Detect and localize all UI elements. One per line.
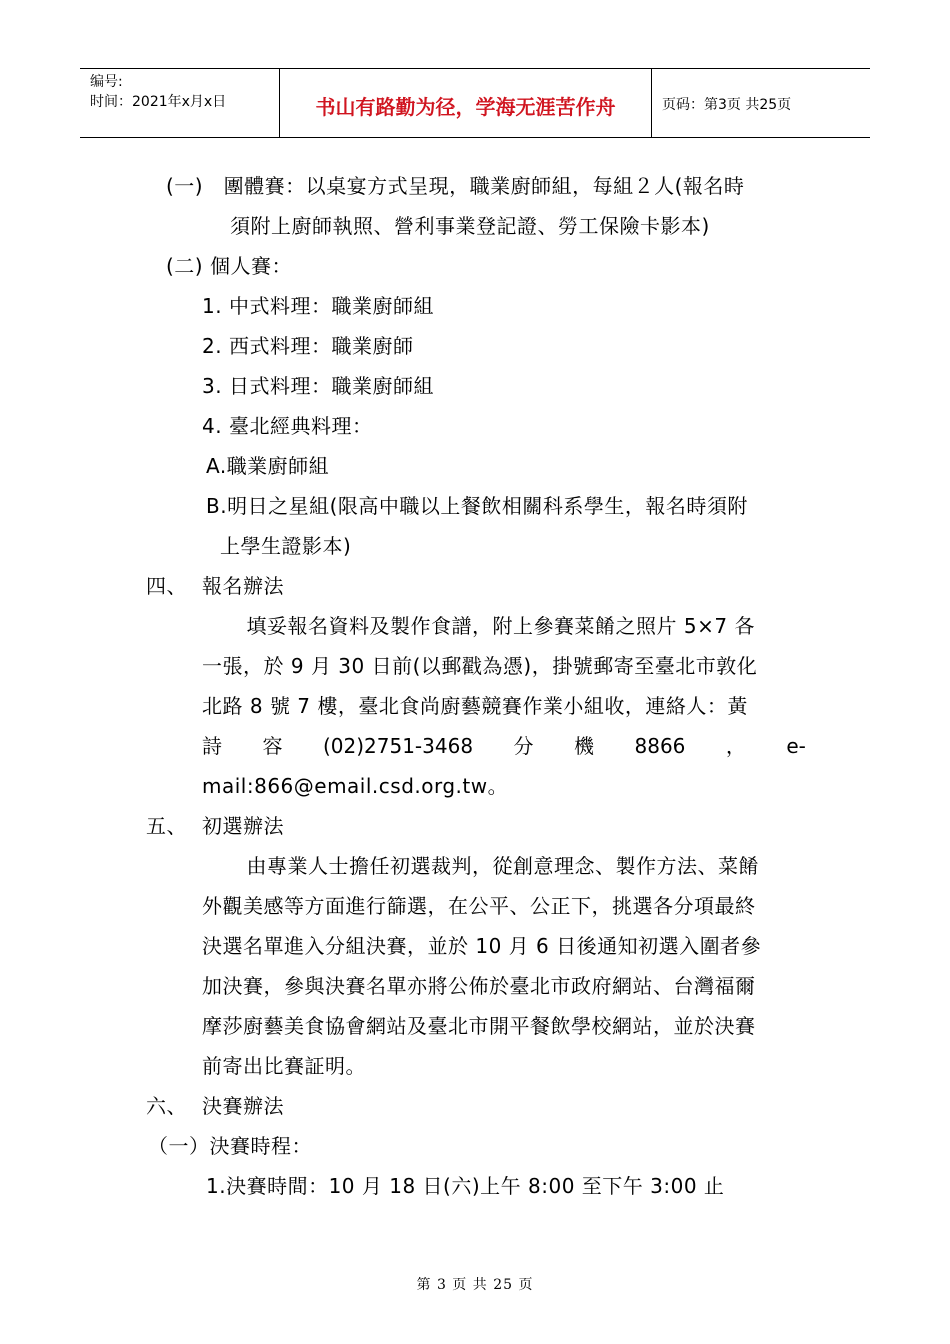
- justified-word: e-: [786, 734, 806, 758]
- justified-word: (02)2751-3468: [322, 734, 474, 758]
- justified-paragraph-line: [202, 732, 806, 760]
- section-title: 報名辦法: [202, 574, 284, 598]
- list-item: 4. 臺北經典料理：: [202, 414, 373, 438]
- paragraph-line: 北路 8 號 7 樓，臺北食尚廚藝競賽作業小組收，連絡人：黃: [202, 694, 748, 718]
- justified-word: 分: [513, 734, 534, 758]
- section-number: 五、: [146, 814, 187, 838]
- list-item: 3. 日式料理：職業廚師組: [202, 374, 434, 398]
- justified-word: 詩: [202, 734, 222, 758]
- section-title: 決賽辦法: [202, 1094, 284, 1118]
- justified-word: 8866: [634, 734, 686, 758]
- paragraph-line: 摩莎廚藝美食協會網站及臺北市開平餐飲學校網站，並於決賽: [202, 1014, 756, 1038]
- page-header: [80, 68, 870, 138]
- sub-list-item: B.明日之星組(限高中職以上餐飲相關科系學生，報名時須附: [206, 494, 748, 518]
- paragraph-line: 決選名單進入分組決賽，並於 10 月 6 日後通知初選入圍者參: [202, 934, 762, 958]
- document-time-label: 时间：2021年x月x日: [90, 94, 227, 110]
- individual-competition-heading: (二) 個人賽：: [166, 254, 292, 278]
- paragraph-line: 由專業人士擔任初選裁判，從創意理念、製作方法、菜餚: [226, 854, 759, 878]
- contact-email: mail:866@email.csd.org.tw。: [202, 774, 509, 798]
- paragraph-line: 填妥報名資料及製作食譜，附上參賽菜餚之照片 5×7 各: [226, 614, 755, 638]
- page-footer: 第 3 页 共 25 页: [416, 1277, 534, 1293]
- justified-word: 機: [574, 734, 595, 758]
- team-competition-heading: (一) 團體賽：以桌宴方式呈現，職業廚師組，每組２人(報名時: [166, 174, 745, 198]
- justified-word: ，: [725, 734, 746, 758]
- sub-list-item: A.職業廚師組: [206, 454, 330, 478]
- paragraph-line: 加決賽，參與決賽名單亦將公佈於臺北市政府網站、台灣福爾: [202, 974, 756, 998]
- document-number-label: 编号:: [90, 74, 123, 90]
- section-number: 四、: [146, 574, 187, 598]
- subsection-heading: （一）決賽時程：: [148, 1134, 312, 1158]
- list-item: 1.決賽時間：10 月 18 日(六)上午 8:00 至下午 3:00 止: [206, 1174, 725, 1198]
- paragraph-line: 外觀美感等方面進行篩選，在公平、公正下，挑選各分項最終: [202, 894, 756, 918]
- section-number: 六、: [146, 1094, 187, 1118]
- header-page-info: 页码：第3页 共25页: [662, 97, 792, 113]
- team-competition-note: 須附上廚師執照、營利事業登記證、勞工保險卡影本): [230, 214, 710, 238]
- paragraph-line: 前寄出比賽証明。: [202, 1054, 366, 1078]
- section-title: 初選辦法: [202, 814, 284, 838]
- header-meta: [80, 69, 280, 137]
- justified-word: 容: [262, 734, 283, 758]
- list-item: 1. 中式料理：職業廚師組: [202, 294, 434, 318]
- paragraph-line: 一張，於 9 月 30 日前(以郵戳為憑)，掛號郵寄至臺北市敦化: [202, 654, 758, 678]
- list-item: 2. 西式料理：職業廚師: [202, 334, 414, 358]
- sub-list-item-continued: 上學生證影本): [220, 534, 352, 558]
- header-motto: 书山有路勤为径，学海无涯苦作舟: [280, 69, 652, 137]
